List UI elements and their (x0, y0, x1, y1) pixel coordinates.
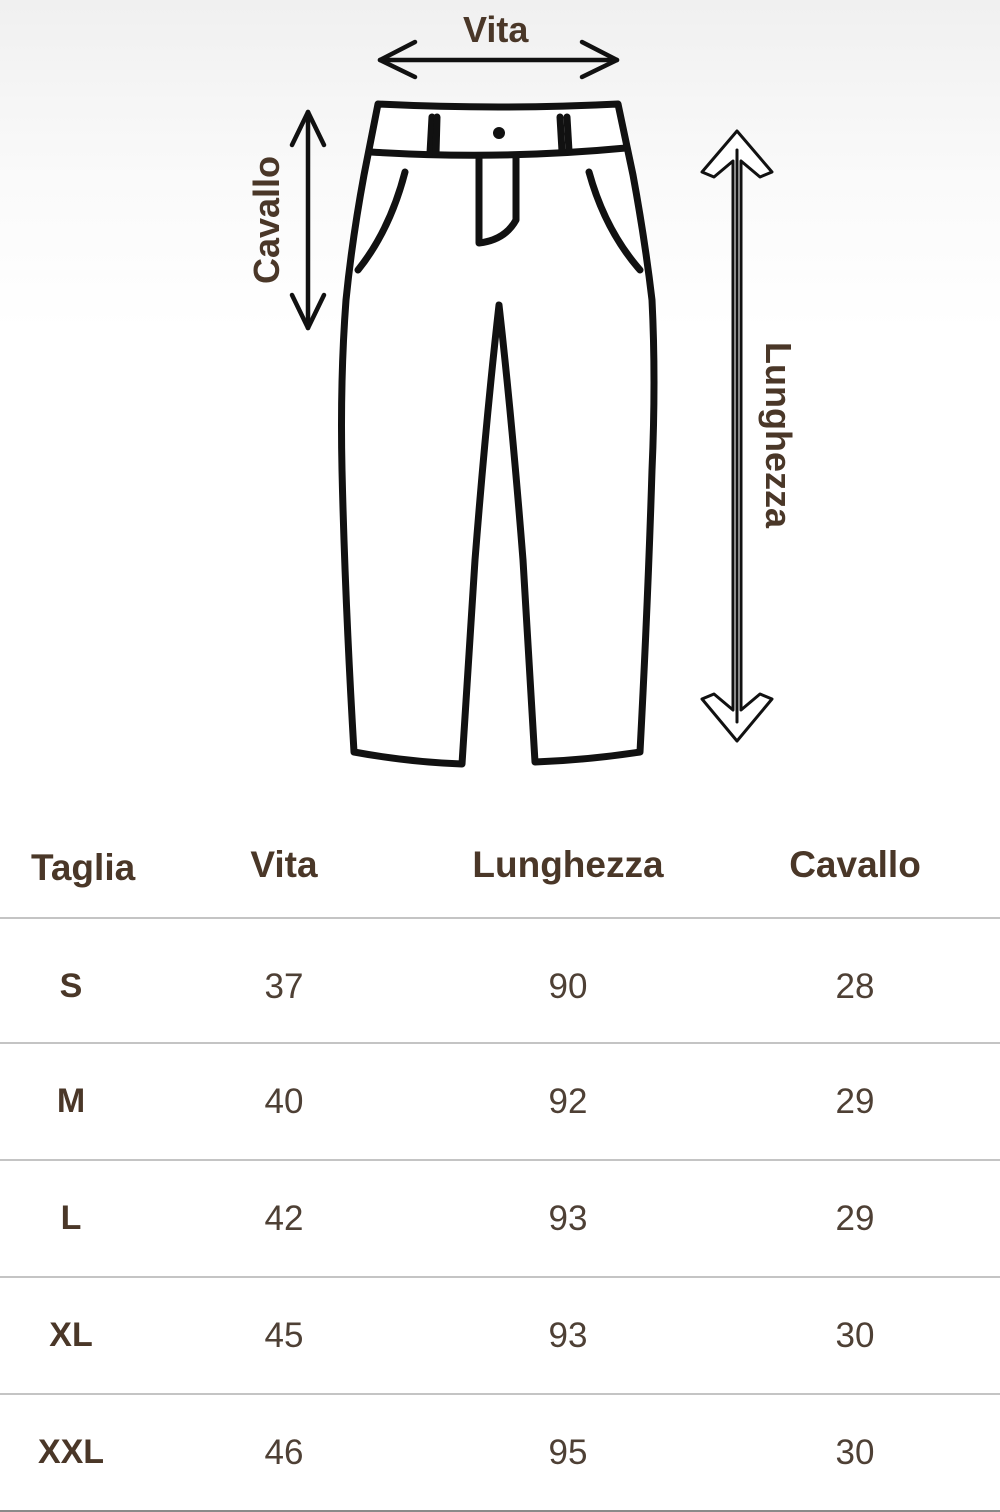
length-cell: 90 (426, 918, 710, 1043)
size-cell: XXL (0, 1394, 142, 1511)
size-cell: L (0, 1160, 142, 1277)
table-row (0, 1160, 1000, 1277)
length-cell: 93 (426, 1277, 710, 1394)
crotch-cell: 29 (710, 1160, 1000, 1277)
length-cell: 93 (426, 1160, 710, 1277)
pants-icon (342, 104, 655, 764)
length-cell: 95 (426, 1394, 710, 1511)
crotch-cell: 29 (710, 1043, 1000, 1160)
size-cell: M (0, 1043, 142, 1160)
waist-cell: 40 (142, 1043, 426, 1160)
header-crotch: Cavallo (710, 812, 1000, 918)
waist-cell: 42 (142, 1160, 426, 1277)
crotch-cell: 30 (710, 1394, 1000, 1511)
header-waist: Vita (142, 812, 426, 918)
button-icon (493, 127, 505, 139)
size-table (0, 812, 1000, 1512)
length-cell: 92 (426, 1043, 710, 1160)
waist-cell: 37 (142, 918, 426, 1043)
size-cell: S (0, 918, 142, 1043)
header-size: Taglia (0, 812, 142, 918)
table-row (0, 918, 1000, 1043)
crotch-cell: 30 (710, 1277, 1000, 1394)
crotch-arrow-icon (292, 112, 324, 328)
length-label: Lunghezza (758, 342, 799, 528)
table-row (0, 1394, 1000, 1511)
crotch-label: Cavallo (246, 155, 287, 285)
table-row (0, 1043, 1000, 1160)
crotch-cell: 28 (710, 918, 1000, 1043)
size-cell: XL (0, 1277, 142, 1394)
header-length: Lunghezza (426, 812, 710, 918)
waist-label: Vita (463, 9, 529, 50)
table-header-row (0, 812, 1000, 918)
waist-cell: 45 (142, 1277, 426, 1394)
waist-cell: 46 (142, 1394, 426, 1511)
table-row (0, 1277, 1000, 1394)
